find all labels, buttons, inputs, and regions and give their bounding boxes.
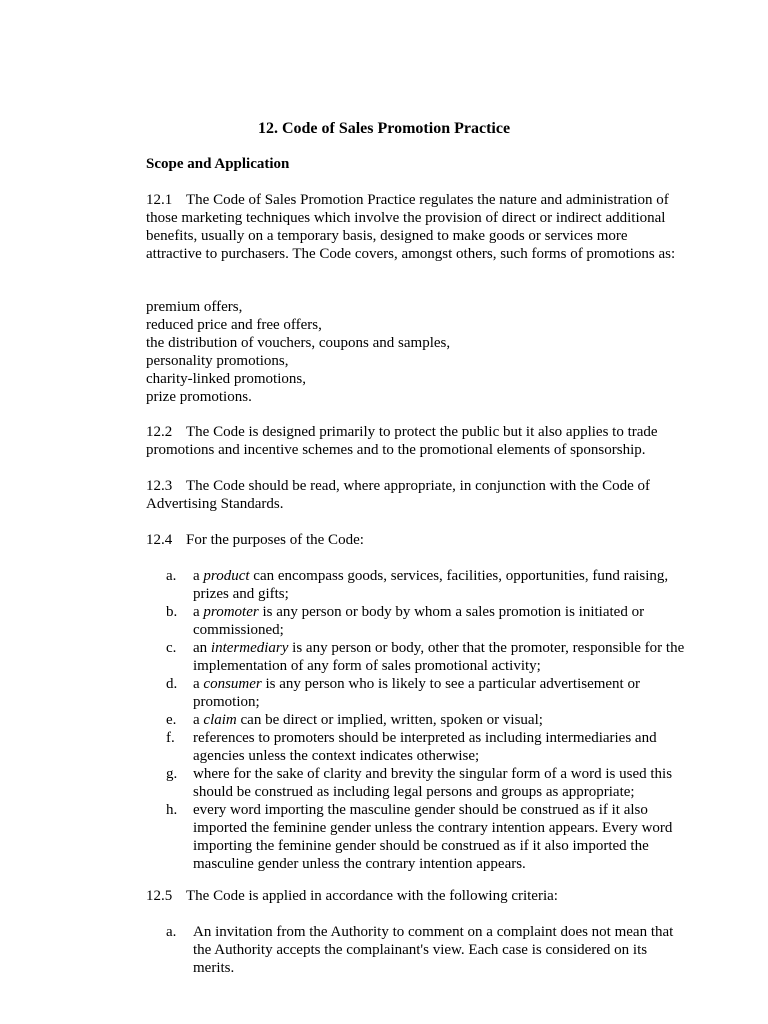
item-letter: f. xyxy=(166,730,175,746)
item-letter: c. xyxy=(166,640,177,656)
item-letter: h. xyxy=(166,802,178,818)
definition-item xyxy=(166,639,686,675)
definition-item xyxy=(166,711,686,729)
criteria-list xyxy=(166,923,686,977)
paragraph-text: The Code of Sales Promotion Practice regulates the nature and administration of those marketing techniques which involve the provision of direct or indirect additional benefits, usually on a temporary basis, designed to make goods or services more attractive to purchasers. The Code covers, amongst others, such forms of promotions as: xyxy=(146,192,676,262)
section-heading: Scope and Application xyxy=(146,156,290,172)
paragraph-number: 12.4 xyxy=(146,532,173,548)
definition-item xyxy=(166,765,686,801)
list-item: charity-linked promotions, xyxy=(146,371,306,387)
promotion-forms-list xyxy=(146,298,450,406)
paragraph-text: The Code should be read, where appropriate, in conjunction with the Code of Advertising Standards. xyxy=(146,478,651,512)
defined-term: intermediary xyxy=(210,640,289,656)
paragraph-number: 12.1 xyxy=(146,192,173,208)
item-text: where for the sake of clarity and brevity the singular form of a word is used this should be construed as including legal persons and groups as appropriate; xyxy=(193,766,673,800)
item-text: every word importing the masculine gender should be construed as if it also imported the feminine gender unless the contrary intention appears. Every word importing the feminine gender should be construed as if it also imported the masculine gender unless the contrary intention appears. xyxy=(193,802,673,872)
paragraph-number: 12.5 xyxy=(146,888,173,904)
item-letter: d. xyxy=(166,676,178,692)
definition-item xyxy=(166,801,686,873)
item-text: a claim can be direct or implied, written, spoken or visual; xyxy=(193,712,543,728)
list-item: prize promotions. xyxy=(146,389,252,405)
item-letter: a. xyxy=(166,568,177,584)
item-letter: b. xyxy=(166,604,178,620)
list-item: premium offers, xyxy=(146,299,243,315)
definitions-list xyxy=(166,567,686,873)
paragraph-12-4 xyxy=(146,531,686,549)
defined-term: promoter xyxy=(203,604,259,620)
paragraph-number: 12.2 xyxy=(146,424,173,440)
list-item: reduced price and free offers, xyxy=(146,317,322,333)
paragraph-12-3 xyxy=(146,477,686,513)
criteria-item xyxy=(166,923,686,977)
paragraph-number: 12.3 xyxy=(146,478,173,494)
defined-term: consumer xyxy=(203,676,262,692)
item-letter: a. xyxy=(166,924,177,940)
item-text: references to promoters should be interpreted as including intermediaries and agencies unless the context indicates otherwise; xyxy=(193,730,657,764)
item-letter: e. xyxy=(166,712,177,728)
item-text: an intermediary is any person or body, other that the promoter, responsible for the implementation of any form of sales promotional activity; xyxy=(193,640,685,674)
definition-item xyxy=(166,675,686,711)
item-text: a product can encompass goods, services, facilities, opportunities, fund raising, prizes and gifts; xyxy=(193,568,669,602)
item-text: a promoter is any person or body by whom a sales promotion is initiated or commissioned; xyxy=(193,604,645,638)
defined-term: product xyxy=(203,568,250,584)
paragraph-12-1 xyxy=(146,191,686,263)
page-title: 12. Code of Sales Promotion Practice xyxy=(257,120,511,137)
paragraph-text: For the purposes of the Code: xyxy=(186,532,364,548)
paragraph-text: The Code is applied in accordance with the following criteria: xyxy=(186,888,558,904)
item-text: An invitation from the Authority to comment on a complaint does not mean that the Authority accepts the complainant's view. Each case is considered on its merits. xyxy=(193,924,674,976)
paragraph-text: The Code is designed primarily to protect the public but it also applies to trade promotions and incentive schemes and to the promotional elements of sponsorship. xyxy=(146,424,658,458)
definition-item xyxy=(166,729,686,765)
list-item: personality promotions, xyxy=(146,353,289,369)
paragraph-12-2 xyxy=(146,423,686,459)
definition-item xyxy=(166,603,686,639)
defined-term: claim xyxy=(203,712,237,728)
item-letter: g. xyxy=(166,766,178,782)
definition-item xyxy=(166,567,686,603)
list-item: the distribution of vouchers, coupons and samples, xyxy=(146,335,451,351)
item-text: a consumer is any person who is likely to see a particular advertisement or promotion; xyxy=(193,676,640,710)
paragraph-12-5 xyxy=(146,887,686,905)
